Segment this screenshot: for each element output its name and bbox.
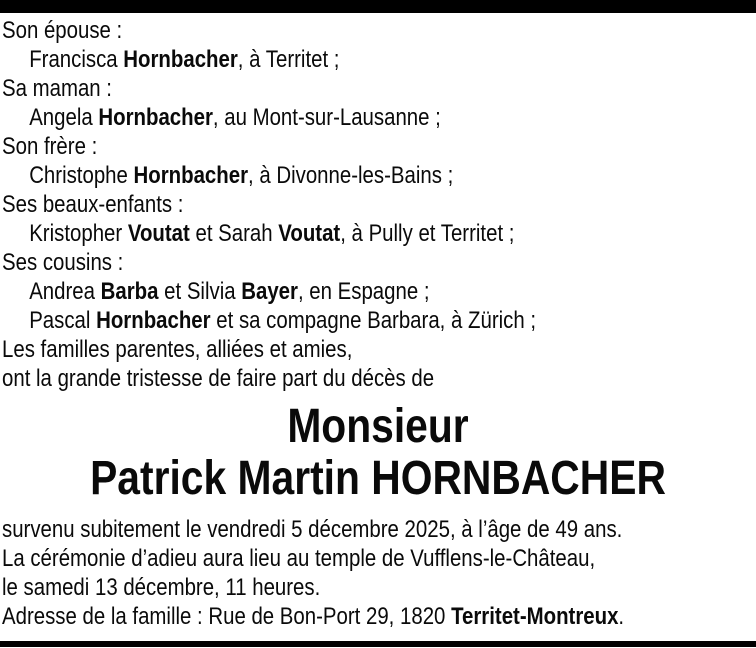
- relation-line: [2, 16, 641, 45]
- text-segment: , en Espagne ;: [297, 278, 430, 305]
- text-segment: Angela: [29, 104, 99, 131]
- surname-emphasis: Barba: [100, 278, 159, 305]
- text-segment: Kristopher: [29, 220, 128, 247]
- text-segment: Son frère :: [2, 133, 98, 160]
- surname-emphasis: Voutat: [127, 220, 190, 247]
- ceremony-details: [2, 515, 754, 631]
- text-segment: Christophe: [29, 162, 134, 189]
- text-segment: survenu subitement le vendredi 5 décembre 2025, à l’âge de 49 ans.: [2, 516, 623, 543]
- bottom-border-rule: [0, 641, 756, 647]
- text-segment: .: [618, 603, 625, 630]
- relation-line: [2, 132, 641, 161]
- text-segment: Les familles parentes, alliées et amies,: [2, 336, 353, 363]
- relation-line: [2, 219, 641, 248]
- text-segment: , à Divonne-les-Bains ;: [248, 162, 454, 189]
- surname-emphasis: Hornbacher: [133, 162, 249, 189]
- relation-line: [2, 190, 641, 219]
- text-segment: La cérémonie d’adieu aura lieu au temple de Vufflens-le-Château,: [2, 545, 596, 572]
- detail-line: [2, 515, 641, 544]
- surname-emphasis: Hornbacher: [98, 104, 213, 131]
- text-segment: Ses cousins :: [2, 249, 124, 276]
- text-segment: le samedi 13 décembre, 11 heures.: [2, 574, 321, 601]
- text-segment: et Silvia: [158, 278, 242, 305]
- text-segment: Son épouse :: [2, 17, 123, 44]
- text-segment: Francisca: [29, 46, 124, 73]
- deceased-title-block: [2, 401, 754, 505]
- relation-line: [2, 45, 641, 74]
- surname-emphasis: Voutat: [278, 220, 341, 247]
- relation-line: [2, 103, 641, 132]
- relation-line: [2, 74, 641, 103]
- text-segment: et sa compagne Barbara, à Zürich ;: [210, 307, 537, 334]
- relation-line: [2, 306, 641, 335]
- relation-line: [2, 335, 641, 364]
- surname-emphasis: Territet-Montreux: [451, 603, 619, 630]
- detail-line: [2, 602, 641, 631]
- text-segment: , à Territet ;: [237, 46, 340, 73]
- text-segment: Ses beaux-enfants :: [2, 191, 184, 218]
- detail-line: [2, 544, 641, 573]
- text-segment: ont la grande tristesse de faire part du décès de: [2, 365, 435, 392]
- relation-line: [2, 161, 641, 190]
- surname-emphasis: Hornbacher: [96, 307, 211, 334]
- text-segment: Pascal: [29, 307, 97, 334]
- text-segment: et Sarah: [189, 220, 279, 247]
- text-segment: Andrea: [29, 278, 101, 305]
- surname-emphasis: Hornbacher: [123, 46, 238, 73]
- surname-emphasis: Bayer: [241, 278, 298, 305]
- relation-line: [2, 248, 641, 277]
- deceased-civility: Monsieur: [287, 400, 469, 453]
- top-border-rule: [0, 0, 756, 13]
- text-segment: , au Mont-sur-Lausanne ;: [212, 104, 441, 131]
- deceased-name: Patrick Martin HORNBACHER: [90, 452, 666, 505]
- text-segment: , à Pully et Territet ;: [340, 220, 515, 247]
- text-segment: Sa maman :: [2, 75, 112, 102]
- relation-line: [2, 277, 641, 306]
- death-notice: [2, 16, 754, 631]
- relation-line: [2, 364, 641, 393]
- detail-line: [2, 573, 641, 602]
- relations-list: [2, 16, 754, 393]
- text-segment: Adresse de la famille : Rue de Bon-Port 29, 1820: [2, 603, 452, 630]
